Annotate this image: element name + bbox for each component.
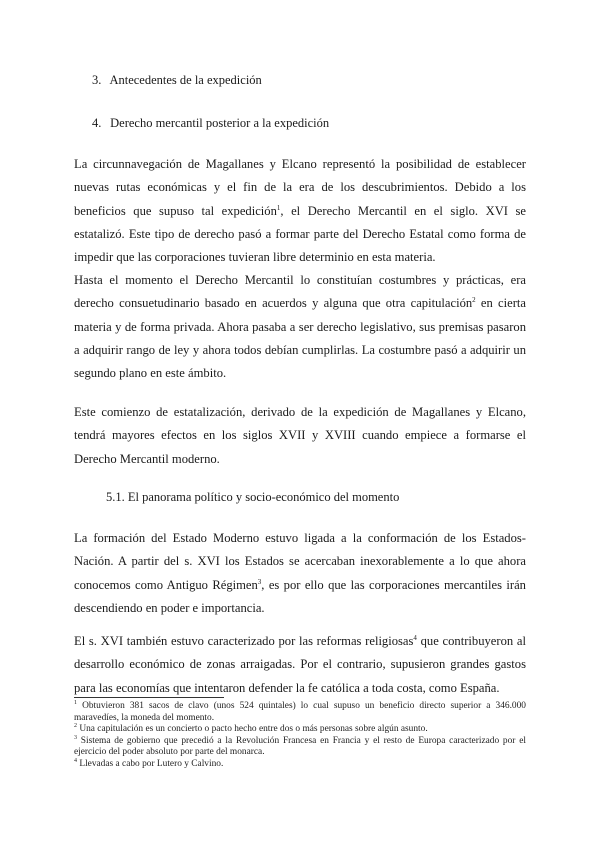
- footnotes: [74, 701, 526, 771]
- paragraph-1-text-a: La circunnavegación de Magallanes y Elcano representó la posibilidad de establecer nuevas rutas económicas y el fin de la era de los descubrimientos. Debido a los beneficios que supuso tal expedición: [74, 157, 526, 218]
- list-item-4: [92, 114, 329, 132]
- paragraph-5: [74, 630, 526, 700]
- paragraph-4-text-a: La formación del Estado Moderno estuvo ligada a la conformación de los Estados-Nación. A partir del s. XVI los Estados se acercaban inexorablemente a lo que ahora conocemos como Antiguo Régimen: [74, 531, 526, 592]
- footnote-number: 3: [74, 734, 77, 741]
- footnote-divider: [74, 697, 224, 698]
- footnote-2: [74, 724, 526, 736]
- footnote-4: [74, 759, 526, 771]
- footnote-number: 1: [74, 699, 77, 706]
- list-item-3: [92, 71, 262, 89]
- section-heading: 5.1. El panorama político y socio-económico del momento: [106, 490, 400, 504]
- footnote-text: Sistema de gobierno que precedió a la Revolución Francesa en Francia y el resto de Europa caracterizado por el ejercicio del poder absoluto por parte del monarca.: [74, 735, 526, 758]
- paragraph-4: [74, 527, 526, 620]
- footnote-1: [74, 701, 526, 724]
- paragraph-1: [74, 153, 526, 269]
- list-text: Derecho mercantil posterior a la expedición: [110, 116, 330, 130]
- footnote-number: 4: [74, 757, 77, 764]
- paragraph-3: [74, 401, 526, 471]
- paragraph-1-text-b: , el Derecho Mercantil en el siglo. XVI se estatalizó. Este tipo de derecho pasó a formar parte del Derecho Estatal como forma de impedir que las corporaciones tuvieran libre determinio en esta materia.: [74, 203, 527, 265]
- footnote-3: [74, 736, 526, 759]
- paragraph-2-text-a: Hasta el momento el Derecho Mercantil lo constituían costumbres y prácticas, era derecho consuetudinario basado en acuerdos y alguna que otra capitulación: [74, 273, 526, 311]
- paragraph-3-text: Este comienzo de estatalización, derivado de la expedición de Magallanes y Elcano, tendrá mayores efectos en los siglos XVII y XVIII cuando empiece a formarse el Derecho Mercantil moderno.: [74, 405, 526, 466]
- paragraph-5-text-a: El s. XVI también estuvo caracterizado por las reformas religiosas: [74, 634, 414, 648]
- footnote-ref-3[interactable]: 3: [257, 577, 262, 586]
- footnote-ref-1[interactable]: 1: [276, 203, 281, 212]
- footnote-number: 2: [74, 723, 77, 730]
- paragraph-4-text-b: , es por ello que las corporaciones mercantiles irán descendiendo en poder e importancia.: [74, 577, 526, 615]
- paragraph-2-text-b: en cierta materia y de forma privada. Ahora pasaba a ser derecho legislativo, sus premisas pasaron a adquirir rango de ley y ahora todos debían cumplirlas. La costumbre pasó a adquirir un segundo plano en este ámbito.: [74, 296, 526, 381]
- footnote-text: Obtuvieron 381 sacos de clavo (unos 524 quintales) lo cual supuso un beneficio directo superior a 346.000 maravedíes, la moneda del momento.: [74, 701, 526, 723]
- list-number: 3.: [92, 73, 102, 87]
- paragraph-2: [74, 269, 526, 385]
- paragraph-5-text-b: que contribuyeron al desarrollo económico de zonas arraigadas. Por el contrario, supusieron grandes gastos para las economías que intentaron defender la fe católica a toda costa, como España.: [74, 634, 526, 695]
- footnote-text: Una capitulación es un concierto o pacto hecho entre dos o más personas sobre algún asunto.: [79, 724, 428, 735]
- list-number: 4.: [92, 116, 102, 130]
- footnote-ref-4[interactable]: 4: [413, 633, 417, 642]
- list-text: Antecedentes de la expedición: [109, 73, 262, 87]
- footnote-ref-2[interactable]: 2: [472, 296, 476, 305]
- footnote-text: Llevadas a cabo por Lutero y Calvino.: [79, 758, 224, 769]
